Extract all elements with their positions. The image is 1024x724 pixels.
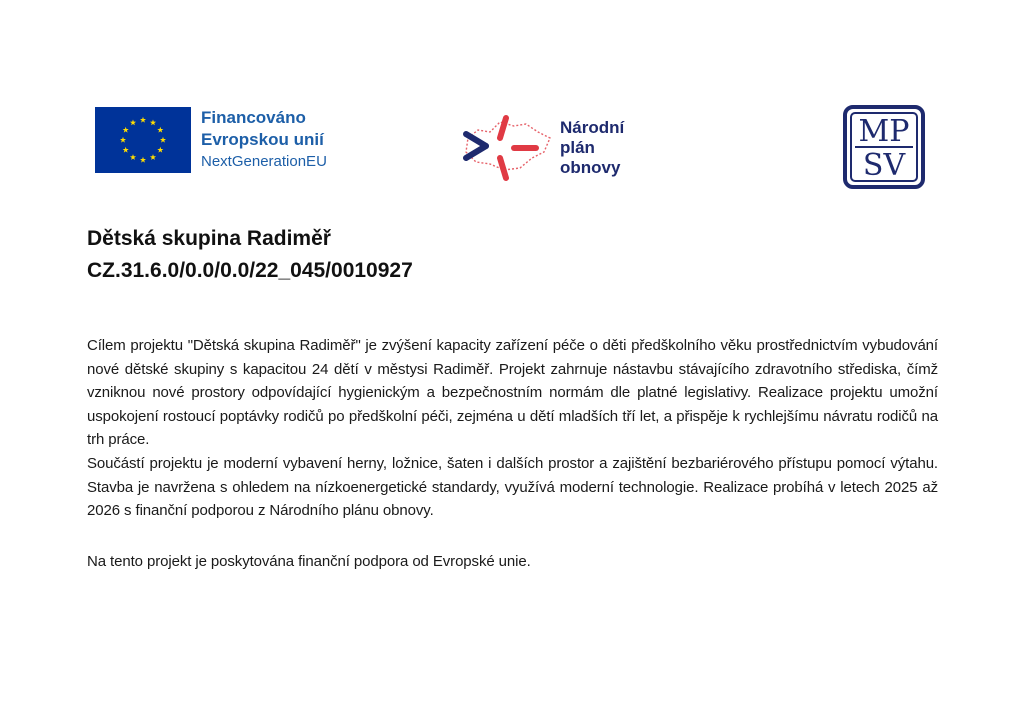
paragraph-intro: Cílem projektu "Dětská skupina Radiměř" je zvýšení kapacity zařízení péče o děti předškolního věku prostřednictvím vybudování nové dětské skupiny s kapacitou 24 dětí v městysi Radiměř. Projekt zahrnuje nástavbu stávajícího zdravotního střediska, čímž vzniknou nové prostory odpovídající hygienickým a bezpečnostním normám dle platné legislativy. Realizace projektu umožní uspokojení rostoucí poptávky rodičů po předškolní péči, zejména u dětí mladších tří let, a přispěje k rychlejšímu návratu rodičů na trh práce. [87,337,938,449]
npo-mark-icon [456,108,556,188]
paragraph-details: Součástí projektu je moderní vybavení herny, ložnice, šaten i dalších prostor a zajištění bezbariérového přístupu pomocí výtahu. Stavba je navržena s ohledem na nízkoenergetické standardy, využívá moderní technologie. Realizace probíhá v letech 2025 až 2026 s finanční podporou z Národního plánu obnovy. [87,455,938,520]
eu-logo-line3: NextGenerationEU [201,153,327,170]
eu-star [120,137,126,143]
eu-star [160,137,166,143]
npo-logo [456,108,646,188]
eu-star [130,119,136,125]
eu-star [123,147,129,153]
eu-star [130,154,136,160]
eu-funding-logo [95,107,355,177]
eu-star [150,119,156,125]
eu-star [123,127,129,133]
mpsv-logo [843,105,925,189]
npo-logo-text [560,118,624,178]
npo-logo-line2: plán [560,138,595,157]
mpsv-logo-bottom-text: SV [862,148,906,183]
eu-star [150,154,156,160]
eu-star [157,147,163,153]
eu-logo-text [201,107,327,173]
eu-logo-line2: Evropskou unií [201,130,324,149]
paragraph-funding-note: Na tento projekt je poskytována finanční podpora od Evropské unie. [87,553,531,570]
mpsv-logo-top-text: MP [858,114,910,149]
npo-logo-line1: Národní [560,118,625,137]
eu-star [157,127,163,133]
eu-star [140,117,146,123]
project-code: CZ.31.6.0/0.0/0.0/22_045/0010927 [87,259,413,282]
eu-flag-icon [95,107,191,173]
document-title: Dětská skupina Radiměř [87,227,331,250]
eu-star [140,157,146,163]
npo-logo-line3: obnovy [560,158,621,177]
eu-logo-line1: Financováno [201,108,306,127]
